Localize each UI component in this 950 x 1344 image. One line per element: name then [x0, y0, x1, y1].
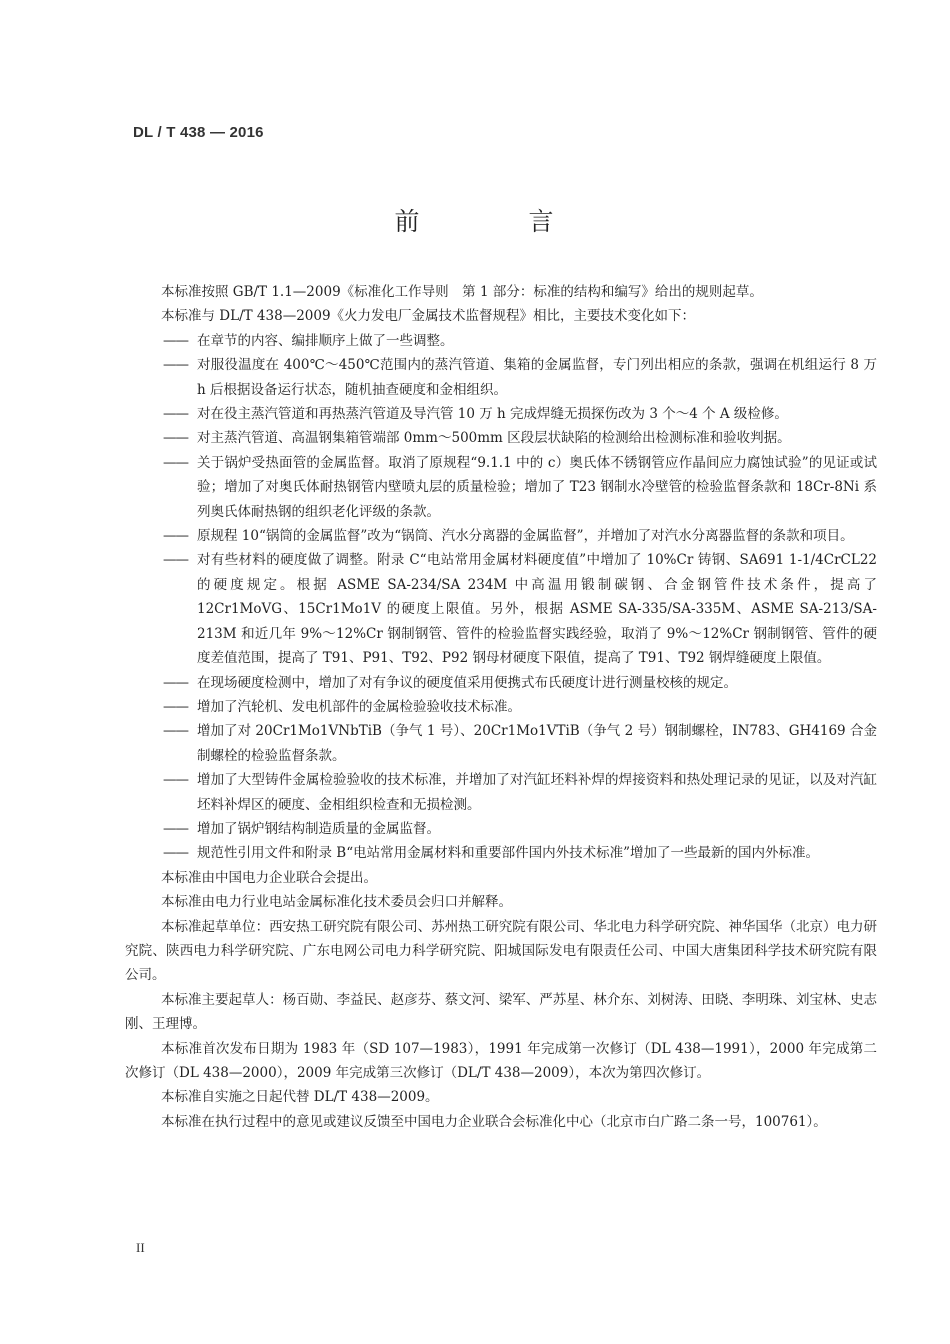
- dash-marker: ——: [163, 454, 188, 471]
- standard-code-header: DL / T 438 — 2016: [133, 124, 264, 141]
- list-item: —— 对主蒸汽管道、高温钢集箱管端部 0mm～500mm 区段层状缺陷的检测给出检测标准和验收判据。: [161, 426, 877, 450]
- list-item: —— 对服役温度在 400℃～450℃范围内的蒸汽管道、集箱的金属监督，专门列出相应的条款，强调在机组运行 8 万 h 后根据设备运行状态，随机抽查硬度和金相组织。: [161, 353, 877, 402]
- list-item: —— 对在役主蒸汽管道和再热蒸汽管道及导汽管 10 万 h 完成焊缝无损探伤改为 3 个～4 个 A 级检修。: [161, 402, 877, 426]
- list-item: —— 规范性引用文件和附录 B“电站常用金属材料和重要部件国内外技术标准”增加了一些最新的国内外标准。: [161, 841, 877, 865]
- list-item: —— 增加了大型铸件金属检验验收的技术标准，并增加了对汽缸坯料补焊的焊接资料和热处理记录的见证，以及对汽缸坯料补焊区的硬度、金相组织检查和无损检测。: [161, 768, 877, 817]
- list-item: —— 在现场硬度检测中，增加了对有争议的硬度值采用便携式布氏硬度计进行测量校核的规定。: [161, 671, 877, 695]
- intro-paragraph: 本标准按照 GB/T 1.1—2009《标准化工作导则 第 1 部分：标准的结构和编写》给出的规则起草。: [161, 284, 763, 300]
- list-item: —— 原规程 10“锅筒的金属监督”改为“锅筒、汽水分离器的金属监督”，并增加了对汽水分离器监督的条款和项目。: [161, 524, 877, 548]
- dash-marker: ——: [163, 357, 188, 374]
- drafters-paragraph: 本标准主要起草人：杨百勋、李益民、赵彦芬、蔡文河、梁军、严苏星、林介东、刘树涛、田晓、李明珠、刘宝林、史志刚、王理博。: [125, 991, 877, 1033]
- list-item: —— 对有些材料的硬度做了调整。附录 C“电站常用金属材料硬度值”中增加了 10%Cr 铸钢、SA691 1-1/4CrCL22 的硬度规定。根据 ASME SA-234/SA 234M 中高温用锻制碳钢、合金钢管件技术条件，提高了 12Cr1MoVG、15Cr1Mo1V 的硬度上限值。另外，根据 ASME SA-335/SA-335M、ASME SA-213/SA-213M 和近几年 9%～12%Cr 钢制钢管、管件的检验监督实践经验，取消了 9%～12%Cr 钢制钢管、管件的硬度差值范围，提高了 T91、P91、T92、P92 钢母材硬度下限值，提高了 T91、T92 钢焊缝硬度上限值。: [161, 548, 877, 670]
- dash-marker: ——: [163, 698, 188, 715]
- dash-marker: ——: [163, 332, 188, 349]
- dash-marker: ——: [163, 406, 188, 423]
- list-item: —— 关于锅炉受热面管的金属监督。取消了原规程“9.1.1 中的 c）奥氏体不锈钢管应作晶间应力腐蚀试验”的见证或试验；增加了对奥氏体耐热钢管内壁喷丸层的质量检验；增加了 T23 钢制水冷壁管的检验监督条款和 18Cr-8Ni 系列奥氏体耐热钢的组织老化评级的条款。: [161, 451, 877, 524]
- intro-paragraph: 本标准与 DL/T 438—2009《火力发电厂金属技术监督规程》相比，主要技术变化如下：: [161, 308, 696, 325]
- list-item: —— 增加了锅炉钢结构制造质量的金属监督。: [161, 817, 877, 841]
- dash-marker: ——: [163, 845, 188, 862]
- list-item: —— 增加了汽轮机、发电机部件的金属检验验收技术标准。: [161, 695, 877, 719]
- page-title: 前 言: [394, 207, 596, 236]
- feedback-paragraph: 本标准在执行过程中的意见或建议反馈至中国电力企业联合会标准化中心（北京市白广路二条一号，100761）。: [161, 1113, 827, 1130]
- closing-paragraph: 本标准由电力行业电站金属标准化技术委员会归口并解释。: [161, 894, 512, 911]
- dash-marker: ——: [163, 552, 188, 569]
- dash-marker: ——: [163, 820, 188, 837]
- list-item: —— 增加了对 20Cr1Mo1VNbTiB（争气 1 号）、20Cr1Mo1VTiB（争气 2 号）钢制螺栓，IN783、GH4169 合金制螺栓的检验监督条款。: [161, 719, 877, 768]
- dash-marker: ——: [163, 430, 188, 447]
- foreword-body: [125, 280, 877, 1134]
- drafting-units-paragraph: 本标准起草单位：西安热工研究院有限公司、苏州热工研究院有限公司、华北电力科学研究院、神华国华（北京）电力研究院、陕西电力科学研究院、广东电网公司电力科学研究院、阳城国际发电有限责任公司、中国大唐集团科学技术研究院有限公司。: [125, 918, 877, 984]
- list-item: —— 在章节的内容、编排顺序上做了一些调整。: [161, 329, 877, 353]
- dash-marker: ——: [163, 674, 188, 691]
- technical-changes-list: [161, 329, 877, 866]
- dash-marker: ——: [163, 772, 188, 789]
- dash-marker: ——: [163, 723, 188, 740]
- closing-paragraph: 本标准由中国电力企业联合会提出。: [161, 869, 377, 886]
- dash-marker: ——: [163, 528, 188, 545]
- page-number: II: [136, 1240, 145, 1255]
- replacement-paragraph: 本标准自实施之日起代替 DL/T 438—2009。: [161, 1089, 439, 1106]
- revision-history-paragraph: 本标准首次发布日期为 1983 年（SD 107—1983），1991 年完成第一次修订（DL 438—1991），2000 年完成第二次修订（DL 438—2000），2009 年完成第三次修订（DL/T 438—2009），本次为第四次修订。: [125, 1040, 877, 1081]
